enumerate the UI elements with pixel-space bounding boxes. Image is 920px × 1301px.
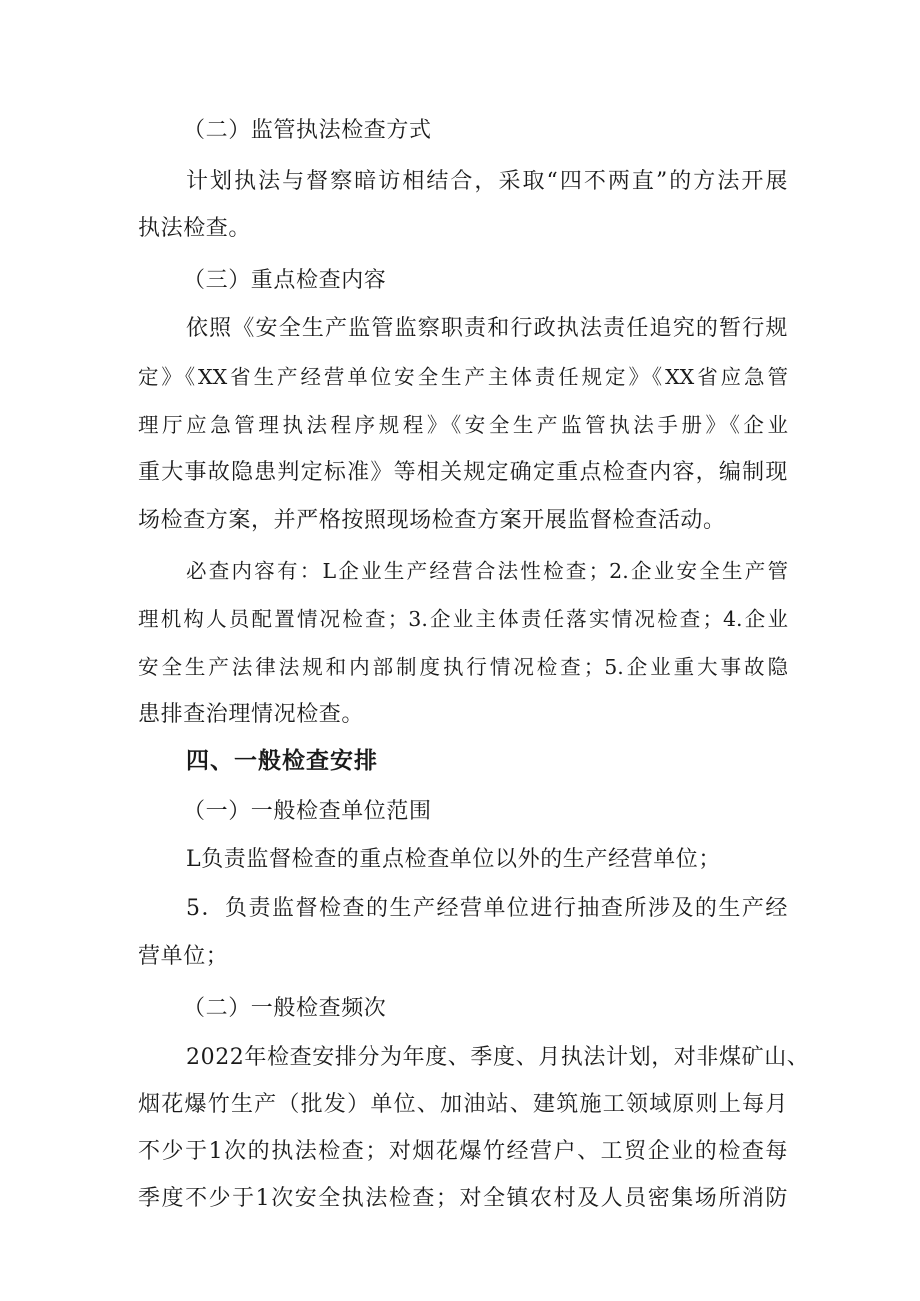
- paragraph-line: 烟花爆竹生产（批发）单位、加油站、建筑施工领域原则上每月: [138, 1092, 788, 1117]
- paragraph-line: L负责监督检查的重点检查单位以外的生产经营单位；: [186, 847, 722, 872]
- chapter-heading: 四、一般检查安排: [186, 748, 378, 774]
- paragraph-line: 营单位；: [138, 944, 229, 969]
- paragraph-line: 重大事故隐患判定标准》等相关规定确定重点检查内容，编制现: [138, 460, 788, 485]
- paragraph-line: 场检查方案，并严格按照现场检查方案开展监督检查活动。: [138, 508, 726, 533]
- subheading-general-scope: （一）一般检查单位范围: [183, 799, 432, 824]
- paragraph-line: 不少于1次的执法检查；对烟花爆竹经营户、工贸企业的检查每: [138, 1139, 788, 1164]
- paragraph-line: 依照《安全生产监管监察职责和行政执法责任追究的暂行规: [186, 316, 788, 341]
- subheading-key-inspection-content: （三）重点检查内容: [183, 268, 387, 293]
- paragraph-line: 季度不少于1次安全执法检查；对全镇农村及人员密集场所消防: [138, 1186, 788, 1211]
- paragraph-line: 计划执法与督察暗访相结合，采取“四不两直”的方法开展: [186, 169, 788, 194]
- paragraph-line: 定》《XX省生产经营单位安全生产主体责任规定》《XX省应急管: [138, 365, 788, 389]
- paragraph-line: 2022年检查安排分为年度、季度、月执法计划，对非煤矿山、: [186, 1045, 810, 1070]
- paragraph-line: 必查内容有：L企业生产经营合法性检查；2.企业安全生产管: [186, 559, 788, 583]
- paragraph-line: 理机构人员配置情况检查；3.企业主体责任落实情况检查；4.企业: [138, 607, 788, 631]
- subheading-supervision-method: （二）监管执法检查方式: [183, 118, 432, 143]
- paragraph-line: 5．负责监督检查的生产经营单位进行抽查所涉及的生产经: [186, 896, 788, 921]
- paragraph-line: 患排查治理情况检查。: [138, 702, 365, 727]
- subheading-general-frequency: （二）一般检查频次: [183, 996, 387, 1021]
- paragraph-line: 安全生产法律法规和内部制度执行情况检查；5.企业重大事故隐: [138, 655, 788, 679]
- paragraph-line: 理厅应急管理执法程序规程》《安全生产监管执法手册》《企业: [138, 413, 788, 437]
- paragraph-line: 执法检查。: [138, 216, 252, 241]
